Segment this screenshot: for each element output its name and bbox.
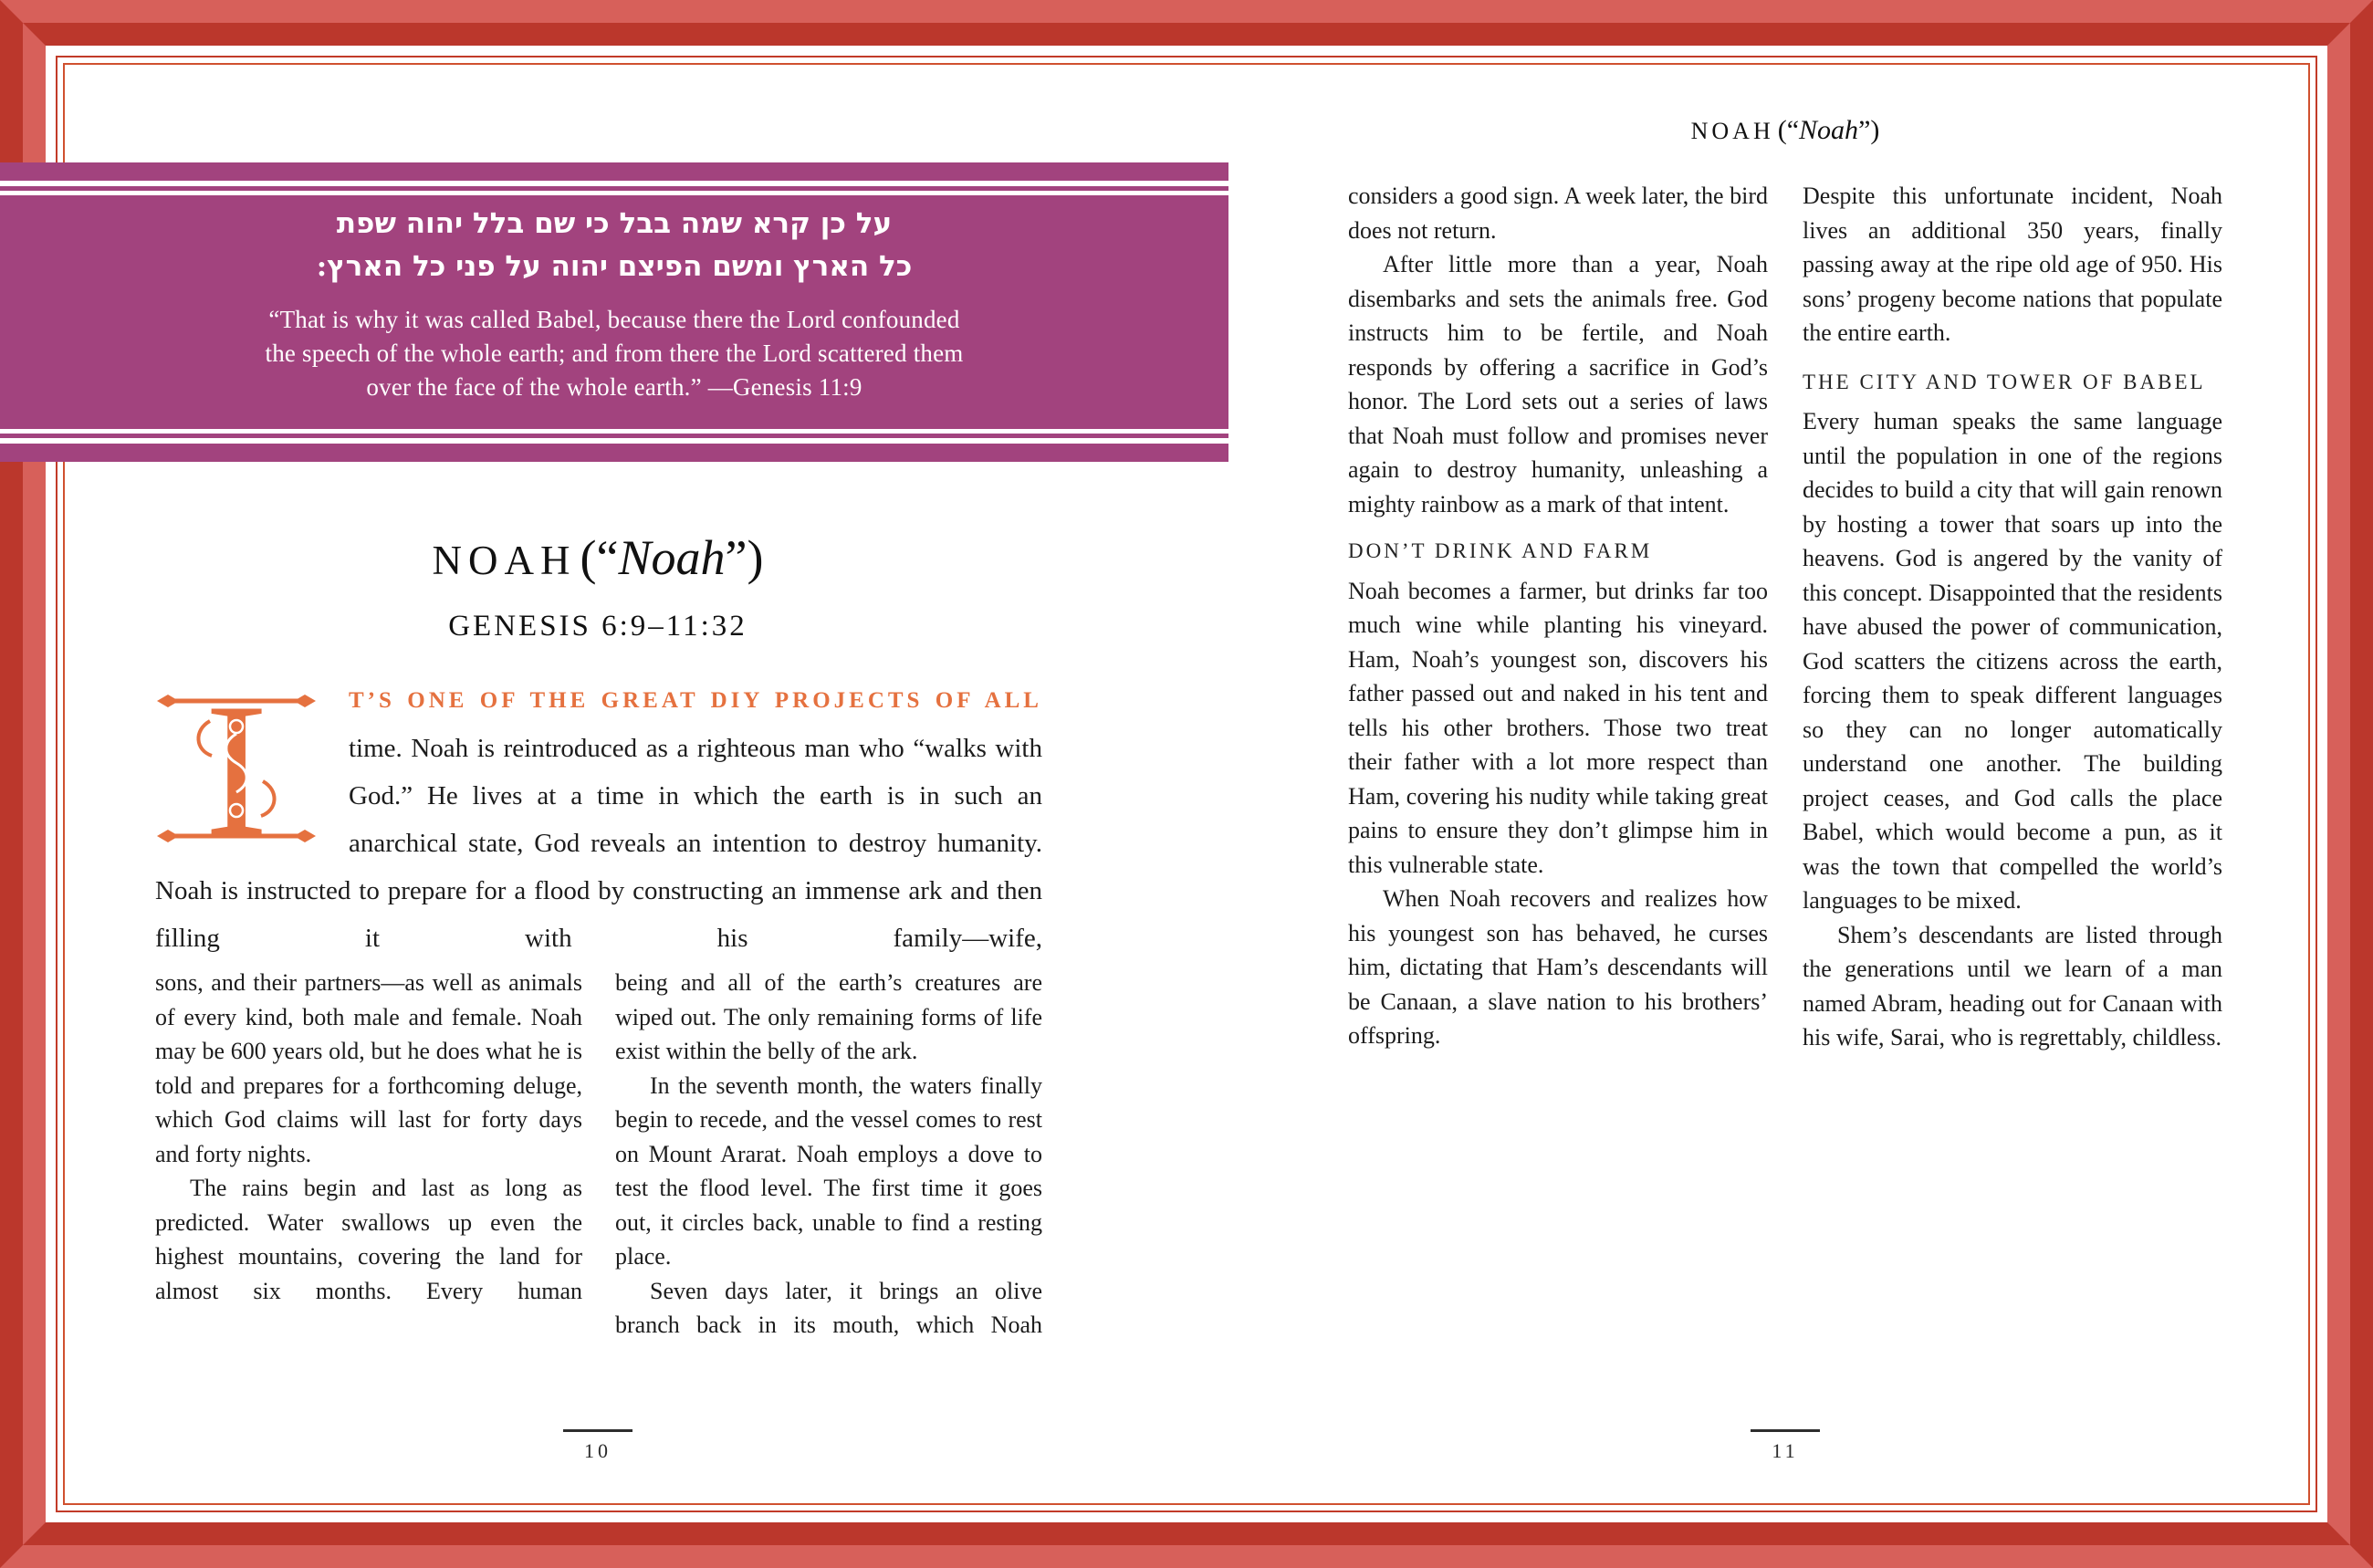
paragraph: When Noah recovers and realizes how his youngest son has behaved, he curses him, dictating that Ham’s descendants will be Canaan, a slave nation to his brothers’ offspring. — [1348, 885, 1768, 1049]
intro-text: time. Noah is reintroduced as a righteous man who “walks with God.” He lives at a time in which the earth is in such an anarchical state, God reveals an intention to destroy humanity. Noah is instructed to prepare for a flood by constructing an immense ark and then filling it with his family—wife, — [155, 734, 1042, 953]
running-header-paren-open: (“ — [1777, 115, 1800, 145]
left-column-2 — [615, 966, 1042, 1343]
page-number-left: 10 — [584, 1439, 612, 1462]
hebrew-verse — [0, 203, 1228, 288]
quote-line: over the face of the whole earth.” —Genesis 11:9 — [366, 373, 862, 401]
chapter-title-paren-close: ”) — [725, 530, 764, 585]
footer-rule — [1751, 1429, 1820, 1432]
callout-rule — [0, 181, 1228, 186]
dropcap-ornament — [155, 681, 318, 856]
hebrew-line: על כן קרא שמה בבל כי שם בלל יהוה שפת — [336, 207, 893, 240]
chapter-title — [155, 529, 1040, 586]
left-page-columns — [155, 966, 1042, 1343]
right-column-1 — [1348, 179, 1768, 1055]
page-number-right: 11 — [1772, 1439, 1799, 1462]
right-column-2 — [1803, 179, 2222, 1055]
paragraph: In the seventh month, the waters finally begin to recede, and the vessel comes to rest on Mount Ararat. Noah employs a dove to test the flood level. The first time it goes out, it circles back, unable to find a resting place. — [615, 1071, 1042, 1270]
intro-lead-small-caps: T’S ONE OF THE GREAT DIY PROJECTS OF ALL — [349, 688, 1042, 713]
quote-line: the speech of the whole earth; and from there the Lord scattered them — [265, 340, 964, 367]
dropcap — [155, 681, 318, 856]
paragraph: Despite this unfortunate incident, Noah lives an additional 350 years, finally passing away at the ripe old age of 950. His sons’ progeny become nations that populate the entire earth. — [1803, 183, 2222, 346]
dropcap-letter: I — [204, 681, 268, 856]
paragraph: Seven days later, it brings an olive branch back in its mouth, which Noah — [615, 1277, 1042, 1338]
left-column-1 — [155, 966, 582, 1343]
paragraph: Shem’s descendants are listed through the generations until we learn of a man named Abram, heading out for Canaan with his wife, Sarai, who is regrettably, childless. — [1803, 921, 2222, 1051]
chapter-title-paren-open: (“ — [580, 530, 619, 585]
paragraph: The rains begin and last as long as predicted. Water swallows up even the highest mountains, covering the land for almost six months. Every human — [155, 1175, 582, 1304]
paragraph: Every human speaks the same language until the population in one of the regions decides to build a city that will gain renown by hosting a tower that soars up into the heavens. God is angered by the vanity of this concept. Disappointed that the residents have abused the power of communication, God scatters the citizens across the earth, forcing them to speak different languages so they can no longer automatically understand one another. The building project ceases, and God calls the place Babel, which would become a pun, as it was the town that compelled the world’s languages to be mixed. — [1803, 408, 2222, 914]
hebrew-line: כל הארץ ומשם הפיצם יהוה על פני כל הארץ: — [316, 250, 913, 283]
callout-rule — [0, 191, 1228, 195]
quote-line: “That is why it was called Babel, because there the Lord confounded — [268, 306, 960, 333]
running-header — [1348, 115, 2222, 146]
section-heading: DON’T DRINK AND FARM — [1348, 539, 1653, 562]
english-verse — [0, 303, 1228, 404]
chapter-title-caps: NOAH — [432, 538, 577, 583]
section-heading: THE CITY AND TOWER OF BABEL — [1803, 370, 2206, 393]
callout-rule — [0, 429, 1228, 434]
paragraph: sons, and their partners—as well as animals of every kind, both male and female. Noah may be 600 years old, but he does what he is told and prepares for a forthcoming deluge, which God claims will last for forty days and forty nights. — [155, 969, 582, 1167]
callout-rule — [0, 438, 1228, 444]
paragraph: being and all of the earth’s creatures are wiped out. The only remaining forms of life exist within the belly of the ark. — [615, 969, 1042, 1064]
right-page-columns — [1348, 179, 2222, 1055]
left-page-footer — [155, 1429, 1040, 1463]
running-header-caps: NOAH — [1690, 118, 1774, 144]
right-page-footer — [1348, 1429, 2222, 1463]
intro-paragraph — [155, 675, 1042, 962]
chapter-title-italic: Noah — [618, 530, 726, 585]
chapter-subtitle: GENESIS 6:9–11:32 — [448, 610, 747, 643]
paragraph: considers a good sign. A week later, the bird does not return. — [1348, 183, 1768, 244]
paragraph: Noah becomes a farmer, but drinks far too much wine while planting his vineyard. Ham, Noah’s youngest son, discovers his father passed out and naked in his tent and tells his other brothers. Those two treat their father with a lot more respect than Ham, covering his nudity while taking great pains to ensure they don’t glimpse him in this vulnerable state. — [1348, 577, 1768, 878]
running-header-italic: Noah — [1799, 115, 1859, 145]
scripture-callout — [0, 162, 1228, 462]
running-header-paren-close: ”) — [1858, 115, 1880, 145]
paragraph: After little more than a year, Noah disembarks and sets the animals free. God instructs him to be fertile, and Noah responds by offering a sacrifice in God’s honor. The Lord sets out a series of laws that Noah must follow and promises never again to destroy humanity, unleashing a mighty rainbow as a mark of that intent. — [1348, 251, 1768, 517]
footer-rule — [563, 1429, 632, 1432]
